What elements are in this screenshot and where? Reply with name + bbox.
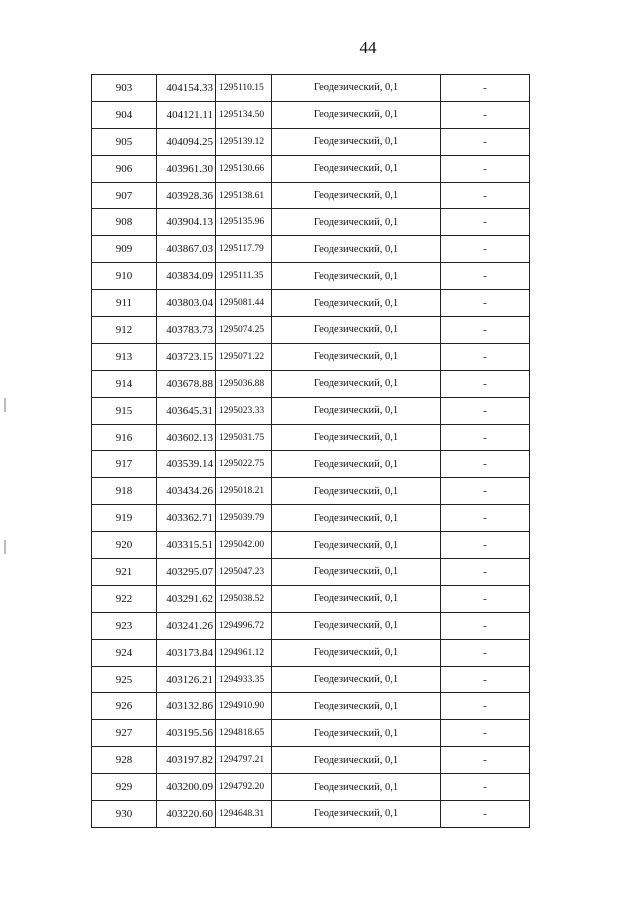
description-cell: - [441, 290, 530, 317]
method-accuracy-cell: Геодезический, 0,1 [272, 720, 441, 747]
description-cell: - [441, 75, 530, 102]
table-row [92, 639, 530, 666]
x-coordinate-cell: 403132.86 [157, 693, 216, 720]
method-accuracy-cell: Геодезический, 0,1 [272, 774, 441, 801]
coordinates-table-body [92, 75, 530, 828]
point-number-cell: 915 [92, 397, 157, 424]
method-accuracy-cell: Геодезический, 0,1 [272, 128, 441, 155]
x-coordinate-cell: 404121.11 [157, 101, 216, 128]
point-number-cell: 914 [92, 370, 157, 397]
point-number-cell: 909 [92, 236, 157, 263]
description-cell: - [441, 585, 530, 612]
y-coordinate-cell: 1295135.96 [216, 209, 272, 236]
point-number-cell: 908 [92, 209, 157, 236]
x-coordinate-cell: 403783.73 [157, 317, 216, 344]
table-row [92, 424, 530, 451]
x-coordinate-cell: 403295.07 [157, 559, 216, 586]
y-coordinate-cell: 1295081.44 [216, 290, 272, 317]
method-accuracy-cell: Геодезический, 0,1 [272, 559, 441, 586]
y-coordinate-cell: 1294818.65 [216, 720, 272, 747]
x-coordinate-cell: 403539.14 [157, 451, 216, 478]
method-accuracy-cell: Геодезический, 0,1 [272, 505, 441, 532]
x-coordinate-cell: 403315.51 [157, 532, 216, 559]
point-number-cell: 925 [92, 666, 157, 693]
point-number-cell: 906 [92, 155, 157, 182]
x-coordinate-cell: 403220.60 [157, 801, 216, 828]
table-row [92, 101, 530, 128]
table-row [92, 75, 530, 102]
description-cell: - [441, 343, 530, 370]
method-accuracy-cell: Геодезический, 0,1 [272, 155, 441, 182]
point-number-cell: 927 [92, 720, 157, 747]
x-coordinate-cell: 404094.25 [157, 128, 216, 155]
method-accuracy-cell: Геодезический, 0,1 [272, 263, 441, 290]
description-cell: - [441, 370, 530, 397]
scan-margin-mark [4, 398, 6, 412]
page-number: 44 [359, 38, 377, 57]
description-cell: - [441, 397, 530, 424]
point-number-cell: 924 [92, 639, 157, 666]
table-row [92, 209, 530, 236]
table-row [92, 532, 530, 559]
table-row [92, 612, 530, 639]
method-accuracy-cell: Геодезический, 0,1 [272, 451, 441, 478]
method-accuracy-cell: Геодезический, 0,1 [272, 532, 441, 559]
point-number-cell: 921 [92, 559, 157, 586]
point-number-cell: 923 [92, 612, 157, 639]
point-number-cell: 904 [92, 101, 157, 128]
y-coordinate-cell: 1295031.75 [216, 424, 272, 451]
x-coordinate-cell: 403197.82 [157, 747, 216, 774]
table-row [92, 343, 530, 370]
y-coordinate-cell: 1295111.35 [216, 263, 272, 290]
method-accuracy-cell: Геодезический, 0,1 [272, 612, 441, 639]
y-coordinate-cell: 1295139.12 [216, 128, 272, 155]
y-coordinate-cell: 1295022.75 [216, 451, 272, 478]
x-coordinate-cell: 403126.21 [157, 666, 216, 693]
description-cell: - [441, 801, 530, 828]
method-accuracy-cell: Геодезический, 0,1 [272, 693, 441, 720]
description-cell: - [441, 720, 530, 747]
x-coordinate-cell: 403904.13 [157, 209, 216, 236]
y-coordinate-cell: 1294961.12 [216, 639, 272, 666]
method-accuracy-cell: Геодезический, 0,1 [272, 370, 441, 397]
method-accuracy-cell: Геодезический, 0,1 [272, 290, 441, 317]
point-number-cell: 903 [92, 75, 157, 102]
method-accuracy-cell: Геодезический, 0,1 [272, 343, 441, 370]
y-coordinate-cell: 1295047.23 [216, 559, 272, 586]
y-coordinate-cell: 1295018.21 [216, 478, 272, 505]
table-row [92, 451, 530, 478]
description-cell: - [441, 182, 530, 209]
method-accuracy-cell: Геодезический, 0,1 [272, 75, 441, 102]
point-number-cell: 913 [92, 343, 157, 370]
y-coordinate-cell: 1295130.66 [216, 155, 272, 182]
point-number-cell: 919 [92, 505, 157, 532]
description-cell: - [441, 639, 530, 666]
table-row [92, 505, 530, 532]
description-cell: - [441, 505, 530, 532]
x-coordinate-cell: 403723.15 [157, 343, 216, 370]
description-cell: - [441, 478, 530, 505]
description-cell: - [441, 317, 530, 344]
point-number-cell: 910 [92, 263, 157, 290]
x-coordinate-cell: 403867.03 [157, 236, 216, 263]
table-row [92, 290, 530, 317]
scan-margin-mark [4, 540, 6, 554]
description-cell: - [441, 101, 530, 128]
x-coordinate-cell: 403291.62 [157, 585, 216, 612]
y-coordinate-cell: 1295042.00 [216, 532, 272, 559]
x-coordinate-cell: 403678.88 [157, 370, 216, 397]
method-accuracy-cell: Геодезический, 0,1 [272, 397, 441, 424]
description-cell: - [441, 209, 530, 236]
y-coordinate-cell: 1295038.52 [216, 585, 272, 612]
x-coordinate-cell: 403200.09 [157, 774, 216, 801]
y-coordinate-cell: 1294797.21 [216, 747, 272, 774]
x-coordinate-cell: 403961.30 [157, 155, 216, 182]
table-row [92, 801, 530, 828]
x-coordinate-cell: 403928.36 [157, 182, 216, 209]
x-coordinate-cell: 404154.33 [157, 75, 216, 102]
table-row [92, 236, 530, 263]
method-accuracy-cell: Геодезический, 0,1 [272, 747, 441, 774]
description-cell: - [441, 532, 530, 559]
table-row [92, 155, 530, 182]
method-accuracy-cell: Геодезический, 0,1 [272, 478, 441, 505]
table-row [92, 370, 530, 397]
y-coordinate-cell: 1295074.25 [216, 317, 272, 344]
point-number-cell: 907 [92, 182, 157, 209]
table-row [92, 666, 530, 693]
point-number-cell: 911 [92, 290, 157, 317]
table-row [92, 774, 530, 801]
y-coordinate-cell: 1295023.33 [216, 397, 272, 424]
description-cell: - [441, 693, 530, 720]
method-accuracy-cell: Геодезический, 0,1 [272, 666, 441, 693]
method-accuracy-cell: Геодезический, 0,1 [272, 101, 441, 128]
description-cell: - [441, 747, 530, 774]
point-number-cell: 905 [92, 128, 157, 155]
point-number-cell: 912 [92, 317, 157, 344]
description-cell: - [441, 424, 530, 451]
coordinates-table [91, 74, 530, 828]
point-number-cell: 920 [92, 532, 157, 559]
table-row [92, 317, 530, 344]
method-accuracy-cell: Геодезический, 0,1 [272, 236, 441, 263]
y-coordinate-cell: 1294996.72 [216, 612, 272, 639]
method-accuracy-cell: Геодезический, 0,1 [272, 801, 441, 828]
point-number-cell: 917 [92, 451, 157, 478]
description-cell: - [441, 263, 530, 290]
y-coordinate-cell: 1295138.61 [216, 182, 272, 209]
point-number-cell: 916 [92, 424, 157, 451]
table-row [92, 585, 530, 612]
point-number-cell: 930 [92, 801, 157, 828]
y-coordinate-cell: 1294792.20 [216, 774, 272, 801]
x-coordinate-cell: 403173.84 [157, 639, 216, 666]
point-number-cell: 928 [92, 747, 157, 774]
x-coordinate-cell: 403602.13 [157, 424, 216, 451]
point-number-cell: 922 [92, 585, 157, 612]
table-row [92, 478, 530, 505]
y-coordinate-cell: 1294910.90 [216, 693, 272, 720]
table-row [92, 397, 530, 424]
method-accuracy-cell: Геодезический, 0,1 [272, 317, 441, 344]
method-accuracy-cell: Геодезический, 0,1 [272, 424, 441, 451]
table-row [92, 263, 530, 290]
method-accuracy-cell: Геодезический, 0,1 [272, 182, 441, 209]
y-coordinate-cell: 1295039.79 [216, 505, 272, 532]
x-coordinate-cell: 403362.71 [157, 505, 216, 532]
y-coordinate-cell: 1295036.88 [216, 370, 272, 397]
y-coordinate-cell: 1295134.50 [216, 101, 272, 128]
table-row [92, 559, 530, 586]
x-coordinate-cell: 403241.26 [157, 612, 216, 639]
description-cell: - [441, 155, 530, 182]
y-coordinate-cell: 1295110.15 [216, 75, 272, 102]
x-coordinate-cell: 403803.04 [157, 290, 216, 317]
point-number-cell: 926 [92, 693, 157, 720]
description-cell: - [441, 612, 530, 639]
point-number-cell: 918 [92, 478, 157, 505]
method-accuracy-cell: Геодезический, 0,1 [272, 639, 441, 666]
description-cell: - [441, 666, 530, 693]
y-coordinate-cell: 1295071.22 [216, 343, 272, 370]
description-cell: - [441, 236, 530, 263]
table-row [92, 182, 530, 209]
y-coordinate-cell: 1294933.35 [216, 666, 272, 693]
table-row [92, 128, 530, 155]
description-cell: - [441, 559, 530, 586]
table-row [92, 693, 530, 720]
table-row [92, 720, 530, 747]
y-coordinate-cell: 1295117.79 [216, 236, 272, 263]
x-coordinate-cell: 403834.09 [157, 263, 216, 290]
description-cell: - [441, 774, 530, 801]
description-cell: - [441, 451, 530, 478]
method-accuracy-cell: Геодезический, 0,1 [272, 209, 441, 236]
table-row [92, 747, 530, 774]
description-cell: - [441, 128, 530, 155]
method-accuracy-cell: Геодезический, 0,1 [272, 585, 441, 612]
point-number-cell: 929 [92, 774, 157, 801]
x-coordinate-cell: 403195.56 [157, 720, 216, 747]
y-coordinate-cell: 1294648.31 [216, 801, 272, 828]
x-coordinate-cell: 403434.26 [157, 478, 216, 505]
x-coordinate-cell: 403645.31 [157, 397, 216, 424]
